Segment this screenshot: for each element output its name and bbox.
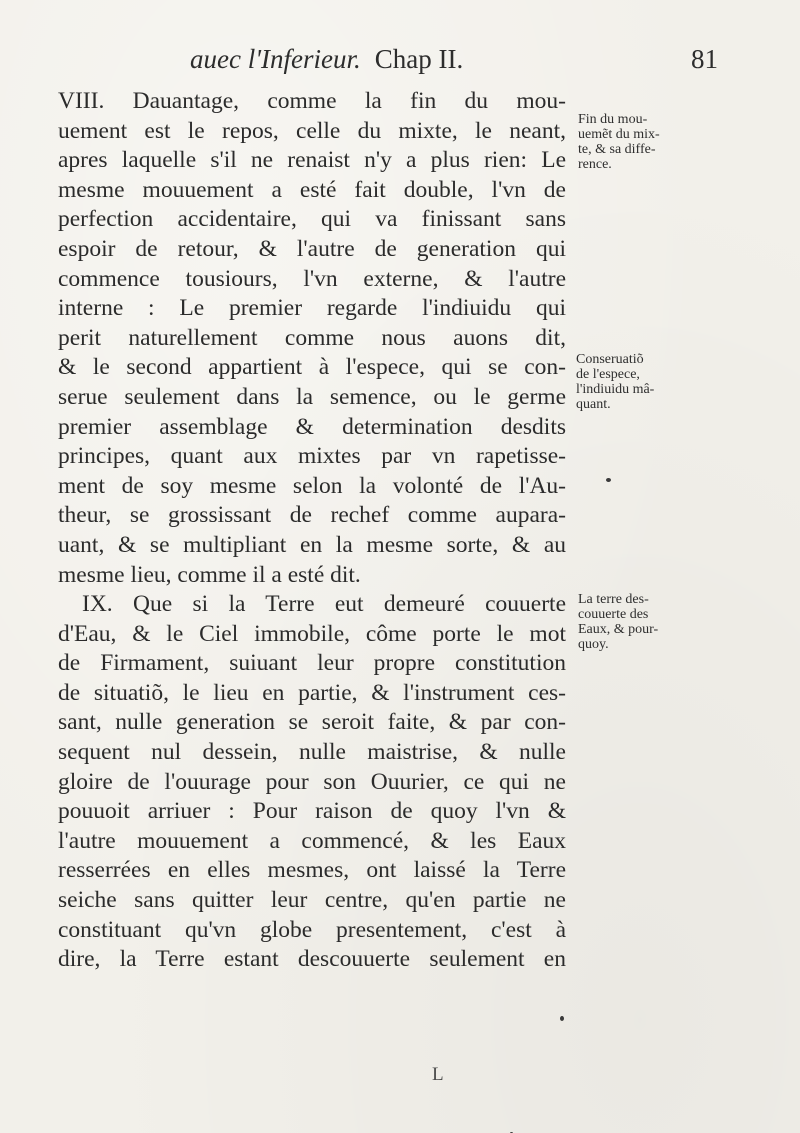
margin-note-line: uemẽt du mix- bbox=[578, 127, 660, 142]
margin-note-line: Conseruatiõ bbox=[576, 352, 644, 367]
text-line: mesme mouuement a esté fait double, l'vn de bbox=[58, 176, 566, 203]
margin-note-line: quoy. bbox=[578, 637, 609, 652]
margin-note-line: de l'espece, bbox=[576, 367, 640, 382]
text-line: IX. Que si la Terre eut demeuré couuerte bbox=[82, 591, 566, 618]
text-line: constituant qu'vn globe presentement, c'est à bbox=[58, 916, 566, 943]
text-line: sant, nulle generation se seroit faite, & par con- bbox=[58, 709, 566, 736]
text-line: dire, la Terre estant descouuerte seulement en bbox=[58, 946, 566, 973]
page-header bbox=[190, 44, 718, 84]
text-line: theur, se grossissant de rechef comme aupara- bbox=[58, 502, 566, 529]
text-line: mesme lieu, comme il a esté dit. bbox=[58, 561, 361, 588]
text-line: de situatiõ, le lieu en partie, & l'instrument ces- bbox=[58, 679, 566, 706]
body-text bbox=[58, 87, 566, 975]
text-line: principes, quant aux mixtes par vn rapetisse- bbox=[58, 443, 566, 470]
margin-note-line: Eaux, & pour- bbox=[578, 622, 659, 637]
text-line: perfection accidentaire, qui va finissant sans bbox=[58, 206, 566, 233]
text-line: gloire de l'ouurage pour son Ouurier, ce qui ne bbox=[58, 768, 566, 795]
margin-note-line: couuerte des bbox=[578, 607, 649, 622]
margin-note-line: Fin du mou- bbox=[578, 112, 648, 127]
text-line: d'Eau, & le Ciel immobile, côme porte le mot bbox=[58, 620, 566, 647]
text-line: VIII. Dauantage, comme la fin du mou- bbox=[58, 88, 566, 114]
text-line: uant, & se multipliant en la mesme sorte, & au bbox=[58, 531, 566, 558]
margin-note-line: l'indiuidu mâ- bbox=[576, 382, 655, 397]
text-line: commence tousiours, l'vn externe, & l'autre bbox=[58, 265, 566, 292]
text-line: ment de soy mesme selon la volonté de l'Au- bbox=[58, 472, 566, 499]
margin-note-line: quant. bbox=[576, 397, 611, 412]
text-line: l'autre mouuement a commencé, & les Eaux bbox=[58, 827, 566, 854]
ink-speck bbox=[606, 478, 611, 482]
running-title: auec l'Inferieur. bbox=[190, 44, 361, 74]
text-line: de Firmament, suiuant leur propre constitution bbox=[58, 650, 566, 677]
ink-speck bbox=[560, 1016, 564, 1021]
margin-note-line: rence. bbox=[578, 157, 612, 172]
text-line: espoir de retour, & l'autre de generation qui bbox=[58, 235, 566, 262]
margin-note-line: La terre des- bbox=[578, 592, 649, 607]
text-line: perit naturellement comme nous auons dit, bbox=[58, 324, 566, 351]
margin-note-line: te, & sa diffe- bbox=[578, 142, 656, 157]
page-number: 81 bbox=[691, 44, 718, 74]
text-line: interne : Le premier regarde l'indiuidu qui bbox=[58, 295, 566, 322]
text-line: resserrées en elles mesmes, ont laissé la Terre bbox=[58, 857, 566, 884]
text-line: seiche sans quitter leur centre, qu'en partie ne bbox=[58, 887, 566, 914]
text-line: pouuoit arriuer : Pour raison de quoy l'vn & bbox=[58, 798, 566, 825]
text-line: premier assemblage & determination desdits bbox=[58, 413, 566, 440]
text-line: uement est le repos, celle du mixte, le neant, bbox=[58, 117, 566, 144]
margin-note-terre-couuerte bbox=[578, 592, 688, 652]
text-line: serue seulement dans la semence, ou le germe bbox=[58, 383, 566, 410]
chapter-label: Chap II. bbox=[374, 44, 464, 74]
text-line: sequent nul dessein, nulle maistrise, & nulle bbox=[58, 739, 566, 766]
margin-note-conseruation-espece bbox=[576, 352, 686, 412]
text-line: apres laquelle s'il ne renaist n'y a plus rien: Le bbox=[58, 147, 566, 174]
text-line: & le second appartient à l'espece, qui se con- bbox=[58, 354, 566, 381]
margin-note-fin-du-mouuement bbox=[578, 112, 688, 172]
signature-mark: L bbox=[432, 1064, 444, 1085]
